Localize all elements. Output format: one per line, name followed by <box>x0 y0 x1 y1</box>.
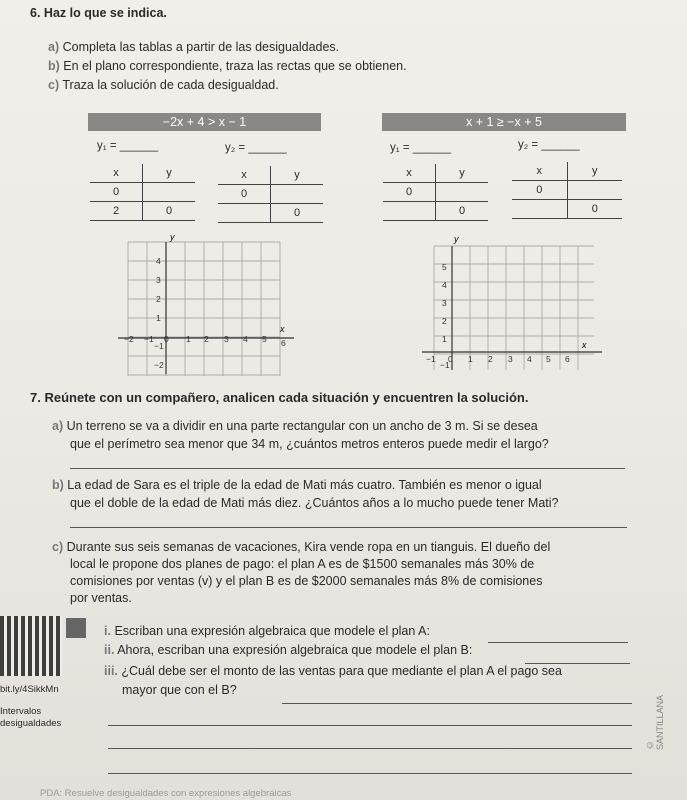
y-tick-label: 4 <box>442 280 447 290</box>
right-table-2 <box>512 162 622 219</box>
y-tick-label: 4 <box>156 256 161 266</box>
x-tick-label: 6 <box>565 354 570 364</box>
exercise-6-heading: 6. Haz lo que se indica. <box>30 6 167 20</box>
left-coordinate-plane[interactable] <box>110 228 310 380</box>
qr-code-badge <box>66 618 86 638</box>
grid <box>128 242 280 376</box>
answer-line[interactable] <box>70 527 627 528</box>
exercise-7c-line-4: por ventas. <box>70 591 132 605</box>
x-tick-label: 1 <box>468 354 473 364</box>
x-tick-label: 5 <box>546 354 551 364</box>
table-header: x <box>406 167 412 179</box>
right-y1-equation: y₁ = ______ <box>390 142 452 154</box>
x-tick-label: −1 <box>144 334 154 344</box>
right-inequality-banner: x + 1 ≥ −x + 5 <box>382 113 626 131</box>
x-tick-label: −2 <box>124 334 134 344</box>
exercise-7-heading: 7. Reúnete con un compañero, analicen cada situación y encuentren la solución. <box>30 390 529 405</box>
exercise-7c-iii-line-1: iii. ¿Cuál debe ser el monto de las ventas para que mediante el plan A el pago sea <box>104 664 562 678</box>
publisher-mark: © SANTILLANA <box>645 694 665 750</box>
x-tick-label: 0 <box>448 354 453 364</box>
x-tick-label: 3 <box>508 354 513 364</box>
table-cell-blank[interactable] <box>218 204 271 223</box>
y-axis-label: y <box>170 232 175 242</box>
table-cell: 0 <box>436 202 489 221</box>
exercise-7a-line-1: a) Un terreno se va a dividir en una parte rectangular con un ancho de 3 m. Si se desea <box>52 419 538 433</box>
table-header: y <box>567 162 622 181</box>
table-cell: 0 <box>90 183 143 202</box>
exercise-7a-line-2: que el perímetro sea menor que 34 m, ¿cuántos metros enteros puede medir el largo? <box>70 437 549 451</box>
left-y2-equation: y₂ = ______ <box>225 142 287 154</box>
table-cell: 2 <box>90 202 143 221</box>
answer-line[interactable] <box>282 703 632 704</box>
exercise-7b-line-1: b) La edad de Sara es el triple de la edad de Mati más cuatro. También es menor o igual <box>52 478 542 492</box>
exercise-6a: a) Completa las tablas a partir de las desigualdades. <box>48 40 340 54</box>
y-tick-label: 2 <box>156 294 161 304</box>
table-cell: 0 <box>383 183 436 202</box>
exercise-7c-ii: ii. Ahora, escriban una expresión algebraica que modele el plan B: <box>104 643 473 657</box>
table-cell: 0 <box>218 185 271 204</box>
x-tick-label: 5 <box>262 334 267 344</box>
left-inequality-banner: −2x + 4 > x − 1 <box>88 113 321 131</box>
answer-line[interactable] <box>70 468 625 469</box>
table-cell-blank[interactable] <box>143 183 196 202</box>
y-tick-label: −1 <box>440 360 450 370</box>
table-cell-blank[interactable] <box>271 185 324 204</box>
sidebar-topic-1: Intervalos <box>0 706 42 717</box>
x-tick-label: −1 <box>426 354 436 364</box>
table-cell-blank[interactable] <box>436 183 489 202</box>
exercise-7c-line-3: comisiones por ventas (v) y el plan B es de $2000 semanales más 8% de comisiones <box>70 574 543 588</box>
y-tick-label: −1 <box>154 341 164 351</box>
y-tick-label: 3 <box>442 298 447 308</box>
right-coordinate-plane[interactable] <box>418 232 608 372</box>
y-tick-label: 3 <box>156 275 161 285</box>
footer-text: PDA: Resuelve desigualdades con expresiones algebraicas <box>40 788 292 799</box>
y-tick-label: 1 <box>442 334 447 344</box>
table-header: y <box>436 164 489 183</box>
grid <box>434 246 594 370</box>
x-axis-label: x <box>280 324 285 334</box>
table-cell-blank[interactable] <box>512 200 567 219</box>
x-tick-label: 0 <box>164 334 169 344</box>
y-tick-label: 2 <box>442 316 447 326</box>
table-header: y <box>143 164 196 183</box>
exercise-7c-iii-line-2: mayor que con el B? <box>122 683 237 697</box>
answer-line[interactable] <box>108 773 632 774</box>
answer-line[interactable] <box>108 748 632 749</box>
table-cell: 0 <box>271 204 324 223</box>
sidebar-link[interactable]: bit.ly/4SikkMn <box>0 684 59 695</box>
y-tick-label: 5 <box>442 262 447 272</box>
x-tick-label: 3 <box>224 334 229 344</box>
right-y2-equation: y₂ = ______ <box>518 139 580 151</box>
right-table-1 <box>383 164 488 221</box>
left-y1-equation: y₁ = ______ <box>97 140 159 152</box>
left-table-1 <box>90 164 195 221</box>
x-axis-label: x <box>582 340 587 350</box>
y-axis-label: y <box>454 234 459 244</box>
exercise-6c: c) Traza la solución de cada desigualdad. <box>48 78 279 92</box>
table-header: y <box>271 166 324 185</box>
left-table-2 <box>218 166 323 223</box>
x-tick-label: 2 <box>488 354 493 364</box>
table-header: x <box>241 169 247 181</box>
table-cell: 0 <box>567 200 622 219</box>
table-cell-blank[interactable] <box>383 202 436 221</box>
exercise-7c-line-2: local le propone dos planes de pago: el plan A es de $1500 semanales más 30% de <box>70 557 535 571</box>
sidebar-topic-2: desigualdades <box>0 718 62 729</box>
table-header: x <box>536 165 542 177</box>
answer-line[interactable] <box>108 725 632 726</box>
x-tick-label: 4 <box>527 354 532 364</box>
table-cell: 0 <box>143 202 196 221</box>
y-tick-label: 1 <box>156 313 161 323</box>
exercise-7c-i: i. Escriban una expresión algebraica que modele el plan A: <box>104 624 430 638</box>
exercise-6b: b) En el plano correspondiente, traza las rectas que se obtienen. <box>48 59 407 73</box>
x-tick-label: 2 <box>204 334 209 344</box>
table-cell-blank[interactable] <box>567 181 622 200</box>
exercise-7b-line-2: que el doble de la edad de Mati más diez. ¿Cuántos años a lo mucho puede tener Mati? <box>70 496 559 510</box>
answer-line[interactable] <box>488 642 628 643</box>
table-cell: 0 <box>512 181 567 200</box>
x-tick-label: 1 <box>186 334 191 344</box>
exercise-7c-line-1: c) Durante sus seis semanas de vacaciones, Kira vende ropa en un tianguis. El dueño del <box>52 540 551 554</box>
table-header: x <box>113 167 119 179</box>
x-tick-label: 4 <box>243 334 248 344</box>
qr-code[interactable] <box>0 616 62 676</box>
x-tick-label: 6 <box>281 338 286 348</box>
y-tick-label: −2 <box>154 360 164 370</box>
